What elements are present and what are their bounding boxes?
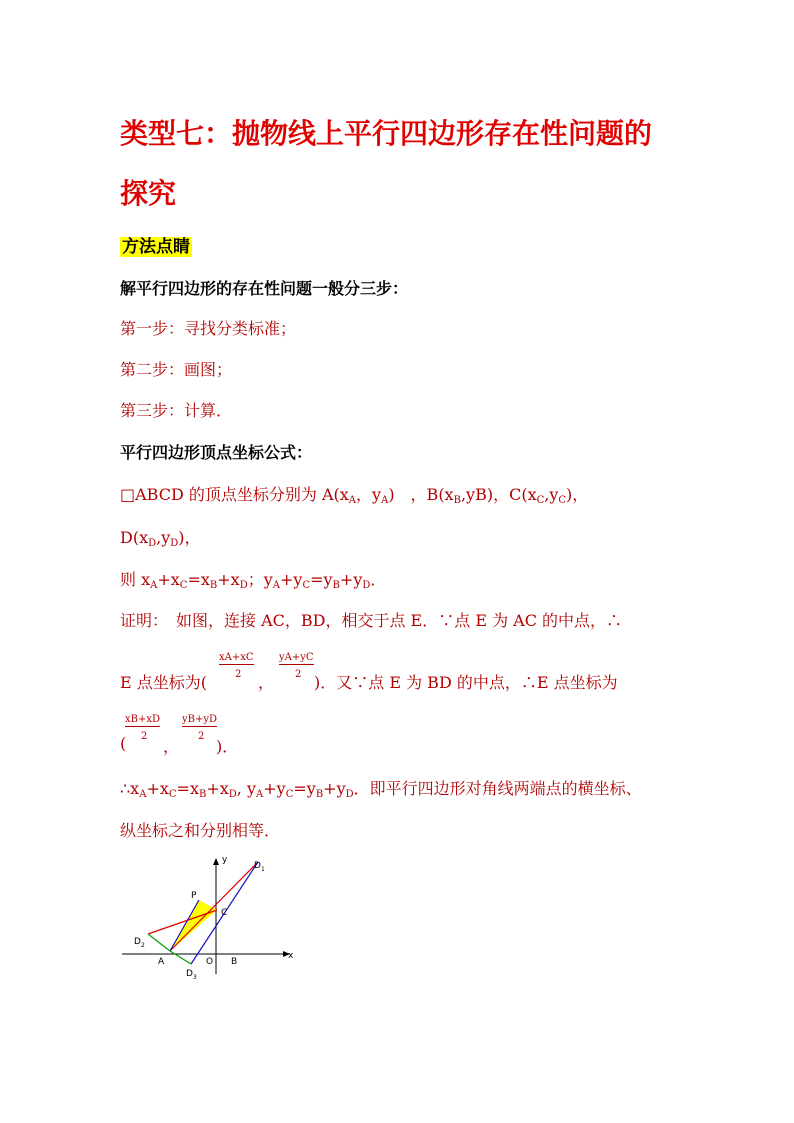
label-d2: $D_2$ [134, 937, 145, 949]
proof-line1: 证明： 如图，连接 AC，BD，相交于点 E．∵点 E 为 AC 的中点，∴ [120, 611, 623, 630]
formula-line1: □ABCD 的顶点坐标分别为 $A(x_A$，$y_A$) ，$B(x_B,yB)$，$C(x_C,y_C)$， [120, 485, 589, 506]
parallelogram-figure [118, 848, 308, 983]
page-title-line2: 探究 [120, 177, 177, 210]
label-x: x [288, 951, 294, 961]
proof-line2: E 点坐标为( [120, 673, 208, 692]
label-p: P [191, 891, 197, 901]
formula-heading: 平行四边形顶点坐标公式： [120, 443, 313, 462]
label-d1: $D_1$ [254, 861, 265, 873]
fraction-3-numerator: xB+xD [125, 714, 161, 725]
label-b: B [231, 957, 238, 967]
fraction-3-denominator: 2 [141, 731, 148, 742]
fraction-2-denominator: 2 [295, 669, 302, 680]
section-label: 方法点睛 [122, 237, 190, 257]
relation-line: 则 $x_A+x_C=x_B+x_D$；$y_A+y_C=y_B+y_D$． [120, 570, 387, 591]
fraction-1-numerator: xA+xC [219, 652, 254, 663]
formula-line2: $D(x_D,y_D)$， [120, 528, 201, 549]
step-3: 第三步：计算． [120, 401, 233, 420]
separator-1: ， [258, 673, 275, 692]
label-c: C [221, 908, 228, 918]
fraction-1-denominator: 2 [235, 669, 242, 680]
label-a: A [158, 957, 165, 967]
label-y: y [222, 855, 228, 865]
step-1: 第一步：寻找分类标准； [120, 319, 297, 338]
conclusion-line1: $\therefore x_A+x_C=x_B+x_D$, $y_A+y_C=y_B+y_D$．即平行四边形对角线两端点的横坐标、 [120, 779, 642, 800]
green-line-d2-a [148, 934, 170, 951]
proof-line3-open: ( [120, 734, 127, 753]
green-line-a-d3 [170, 951, 191, 964]
page-title-line1: 类型七：抛物线上平行四边形存在性问题的 [120, 117, 653, 150]
intro-text: 解平行四边形的存在性问题一般分三步： [120, 279, 409, 298]
fraction-4-denominator: 2 [198, 731, 205, 742]
label-d3: $D_3$ [186, 969, 197, 981]
step-2: 第二步：画图； [120, 360, 233, 379]
proof-line3-close: )． [216, 737, 239, 756]
fraction-2-numerator: yA+yC [279, 652, 314, 663]
conclusion-line2: 纵坐标之和分别相等． [120, 821, 281, 840]
y-axis-arrow [213, 858, 219, 865]
separator-2: ， [163, 737, 180, 756]
proof-line2-tail: )．又∵点 E 为 BD 的中点，∴E 点坐标为 [314, 673, 618, 692]
fraction-4-numerator: yB+yD [182, 714, 218, 725]
red-line-a-d1 [170, 862, 258, 951]
label-o: O [206, 957, 214, 967]
